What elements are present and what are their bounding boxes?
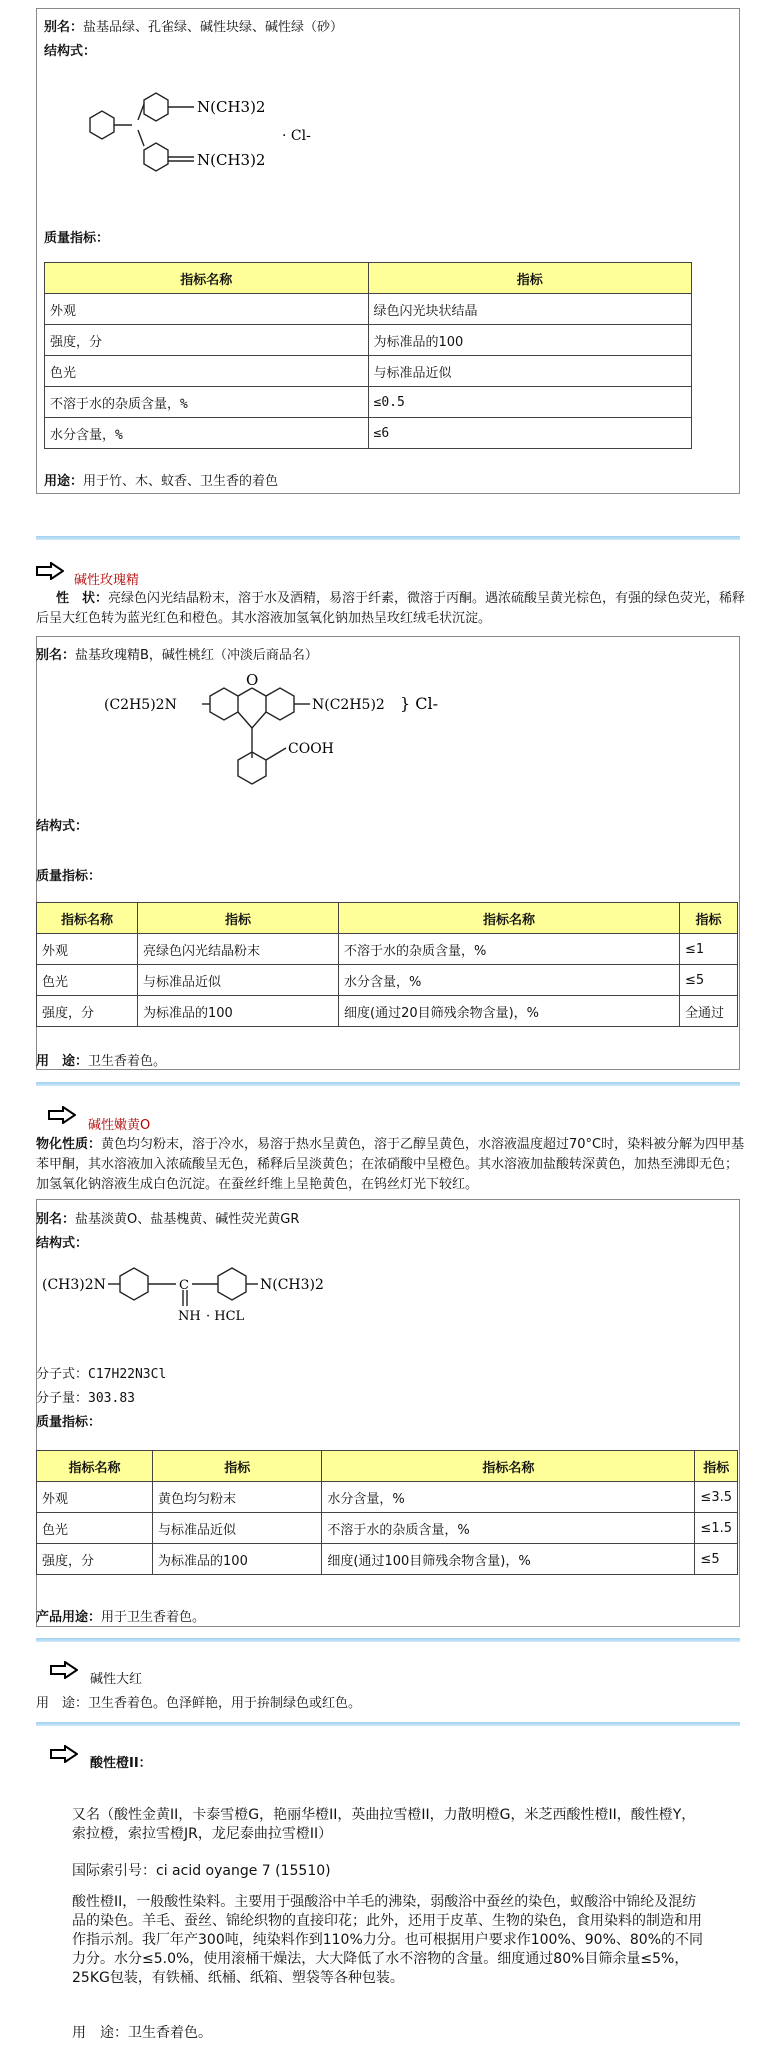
- table-cell: ≤5: [680, 965, 738, 996]
- alias-value: 盐基淡黄O、盐基槐黄、碱性荧光黄GR: [75, 1212, 300, 1227]
- alias-value: 盐基玫瑰精B，碱性桃红（冲淡后商品名）: [75, 648, 318, 663]
- table-cell: 外观: [37, 1482, 153, 1513]
- table-header: 指标名称: [322, 1451, 695, 1482]
- auramine-spec-table: [36, 1450, 738, 1575]
- quality-label: 质量指标：: [36, 869, 102, 884]
- table-cell: 细度(通过100目筛残余物含量)，%: [322, 1544, 695, 1575]
- table-cell: ≤5: [695, 1544, 738, 1575]
- table-header: 指标: [695, 1451, 738, 1482]
- section-divider: [36, 1638, 740, 1642]
- table-header: 指标: [138, 903, 339, 934]
- section-title-acid-orange: 酸性橙II：: [90, 1756, 152, 1771]
- table-cell: ≤1: [680, 934, 738, 965]
- table-header: 指标: [153, 1451, 322, 1482]
- rhodamine-structure-image: [100, 660, 480, 830]
- table-row: [45, 356, 692, 387]
- use-value: 卫生香着色。: [88, 1054, 167, 1069]
- use-label: 用途：: [44, 474, 84, 489]
- table-row: [37, 1544, 738, 1575]
- table-cell: 为标准品的100: [153, 1544, 322, 1575]
- table-row: [45, 387, 692, 418]
- use-line: [72, 2022, 212, 2042]
- auramine-left-amine: (CH3)2N: [42, 1277, 106, 1293]
- property-text: [36, 589, 748, 629]
- rhodamine-left-amine: (C2H5)2N: [104, 697, 177, 713]
- malachite-structure-image: [60, 62, 360, 182]
- section-title-basic-red: 碱性大红: [90, 1672, 143, 1687]
- aka-paragraph: 又名（酸性金黄II，卡泰雪橙G，艳丽华橙II，英曲拉雪橙II，力散明橙G，米芝西酸性橙II，酸性橙Y，索拉橙，索拉雪橙JR，龙尼泰曲拉雪橙II）: [72, 1807, 696, 1842]
- table-cell: ≤6: [368, 418, 692, 449]
- property-value: 亮绿色闪光结晶粉末，溶于水及酒精，易溶于纤素，微溶于丙酮。遇浓硫酸呈黄光棕色，有强的绿色荧光，稀释后呈大红色转为蓝光红色和橙色。其水溶液加氢氧化钠加热呈玫红绒毛状沉淀。: [36, 591, 746, 626]
- auramine-nh: NH: [178, 1309, 201, 1324]
- auramine-c: C: [179, 1278, 189, 1293]
- use-label: 用 途：: [72, 2025, 128, 2041]
- table-header: 指标名称: [339, 903, 680, 934]
- table-header: 指标名称: [37, 1451, 153, 1482]
- table-cell: ≤0.5: [368, 387, 692, 418]
- table-cell: 为标准品的100: [368, 325, 692, 356]
- description-paragraph: 酸性橙II，一般酸性染料。主要用于强酸浴中羊毛的沸染，弱酸浴中蚕丝的染色，蚁酸浴中锦纶及混纺品的染色。羊毛、蚕丝、锦纶织物的直接印花；此外，还用于皮革、生物的染色，食用染料的制造和用作指示剂。我厂年产300吨，纯染料作到110%力分。也可根据用户要求作100%、90%、80%的不同力分。水分≤5.0%，使用滚桶干燥法，大大降低了水不溶物的含量。细度通过80%目筛余量≤5%，25KG包装，有铁桶、纸桶、纸箱、塑袋等各种包装。: [72, 1894, 704, 1986]
- use-label: 产品用途：: [36, 1610, 102, 1625]
- malachite-spec-table: [44, 262, 692, 449]
- property-label: 物化性质：: [36, 1137, 102, 1152]
- property-value: 黄色均匀粉末，溶于冷水，易溶于热水呈黄色，溶于乙醇呈黄色，水溶液温度超过70°C时，染料被分解为四甲基苯甲酮，其水溶液加入浓硫酸呈无色，稀释后呈淡黄色；在浓硝酸中呈橙色。其水溶液加盐酸转深黄色，加热至沸即无色；加氢氧化钠溶液生成白色沉淀。在蚕丝纤维上呈艳黄色，在钨丝灯光下较红。: [36, 1137, 745, 1192]
- use-label: 用 途：: [36, 1054, 89, 1069]
- use-line: [36, 1606, 205, 1625]
- auramine-hcl: · HCL: [206, 1309, 245, 1324]
- table-cell: 不溶于水的杂质含量，%: [339, 934, 680, 965]
- molecular-formula-line: [36, 1363, 166, 1382]
- table-row: [37, 1513, 738, 1544]
- use-label: 用 途：: [36, 1696, 89, 1711]
- structure-label: 结构式：: [36, 1236, 89, 1251]
- table-header-row: [45, 263, 692, 294]
- molecular-formula-label: 分子式：: [36, 1367, 89, 1382]
- molecular-weight-label: 分子量：: [36, 1391, 89, 1406]
- table-cell: 外观: [45, 294, 369, 325]
- alias-value: 盐基品绿、孔雀绿、碱性块绿、碱性绿（砂）: [83, 20, 344, 35]
- section-title-rhodamine: 碱性玫瑰精: [74, 573, 140, 588]
- alias-label: 别名：: [36, 648, 76, 663]
- table-row: [45, 294, 692, 325]
- table-cell: 色光: [37, 1513, 153, 1544]
- property-label: 性 状：: [56, 591, 109, 606]
- table-cell: 细度(通过20目筛残余物含量)，%: [339, 996, 680, 1027]
- quality-label: 质量指标：: [36, 1415, 102, 1430]
- molecular-weight-value: 303.83: [88, 1391, 135, 1406]
- use-value: 用于卫生香着色。: [101, 1610, 206, 1625]
- table-cell: 不溶于水的杂质含量，%: [45, 387, 369, 418]
- table-header: 指标名称: [37, 903, 138, 934]
- table-cell: 水分含量，%: [45, 418, 369, 449]
- rhodamine-spec-table: [36, 902, 738, 1027]
- alias-line: [44, 16, 343, 35]
- table-row: [37, 965, 738, 996]
- arrow-icon: [50, 1661, 78, 1679]
- table-cell: 不溶于水的杂质含量，%: [322, 1513, 695, 1544]
- table-cell: 与标准品近似: [368, 356, 692, 387]
- table-cell: 强度，分: [37, 996, 138, 1027]
- malachite-nme2-top: N(CH3)2: [197, 98, 266, 116]
- table-row: [37, 934, 738, 965]
- malachite-nme2-bottom: N(CH3)2: [197, 151, 266, 169]
- use-value: 卫生香着色。: [128, 2025, 212, 2041]
- structure-label: 结构式：: [44, 44, 97, 59]
- rhodamine-cooh: COOH: [288, 741, 334, 757]
- table-cell: 水分含量，%: [339, 965, 680, 996]
- arrow-icon: [50, 1745, 78, 1763]
- table-row: [45, 325, 692, 356]
- index-line: 国际索引号：ci acid oyange 7 (15510): [72, 1863, 331, 1879]
- rhodamine-o: O: [246, 671, 259, 689]
- table-cell: 为标准品的100: [138, 996, 339, 1027]
- table-header: 指标名称: [45, 263, 369, 294]
- table-cell: 水分含量，%: [322, 1482, 695, 1513]
- table-cell: 强度，分: [37, 1544, 153, 1575]
- table-cell: ≤1.5: [695, 1513, 738, 1544]
- section-divider: [36, 536, 740, 540]
- malachite-cl: · Cl-: [282, 128, 311, 144]
- rhodamine-cl: } Cl-: [400, 694, 439, 713]
- table-cell: 色光: [45, 356, 369, 387]
- table-header: 指标: [368, 263, 692, 294]
- property-text: [36, 1135, 750, 1195]
- table-cell: 外观: [37, 934, 138, 965]
- table-cell: 绿色闪光块状结晶: [368, 294, 692, 325]
- use-line: [36, 1050, 166, 1069]
- alias-label: 别名：: [44, 20, 84, 35]
- table-cell: 色光: [37, 965, 138, 996]
- table-cell: 黄色均匀粉末: [153, 1482, 322, 1513]
- molecular-weight-line: [36, 1387, 135, 1406]
- table-row: [37, 996, 738, 1027]
- auramine-right-amine: N(CH3)2: [260, 1277, 324, 1293]
- table-cell: ≤3.5: [695, 1482, 738, 1513]
- rhodamine-right-amine: N(C2H5)2: [312, 697, 385, 713]
- table-row: [45, 418, 692, 449]
- use-line: [44, 470, 278, 489]
- quality-label: 质量指标：: [44, 231, 110, 246]
- arrow-icon: [48, 1106, 76, 1124]
- auramine-structure-image: [40, 1252, 360, 1352]
- structure-label: 结构式：: [36, 819, 89, 834]
- table-header-row: [37, 903, 738, 934]
- table-cell: 全通过: [680, 996, 738, 1027]
- section-divider: [36, 1722, 740, 1726]
- section-divider: [36, 1082, 740, 1086]
- table-cell: 与标准品近似: [153, 1513, 322, 1544]
- arrow-icon: [36, 562, 64, 580]
- table-cell: 亮绿色闪光结晶粉末: [138, 934, 339, 965]
- table-cell: 强度，分: [45, 325, 369, 356]
- section-title-auramine: 碱性嫩黄O: [88, 1118, 151, 1133]
- alias-label: 别名：: [36, 1212, 76, 1227]
- table-header-row: [37, 1451, 738, 1482]
- table-cell: 与标准品近似: [138, 965, 339, 996]
- use-value: 卫生香着色。色泽鲜艳，用于拚制绿色或红色。: [88, 1696, 362, 1711]
- alias-line: [36, 1208, 299, 1227]
- table-header: 指标: [680, 903, 738, 934]
- use-line: [36, 1692, 361, 1711]
- table-row: [37, 1482, 738, 1513]
- molecular-formula-value: C17H22N3Cl: [88, 1367, 167, 1382]
- use-value: 用于竹、木、蚊香、卫生香的着色: [83, 474, 279, 489]
